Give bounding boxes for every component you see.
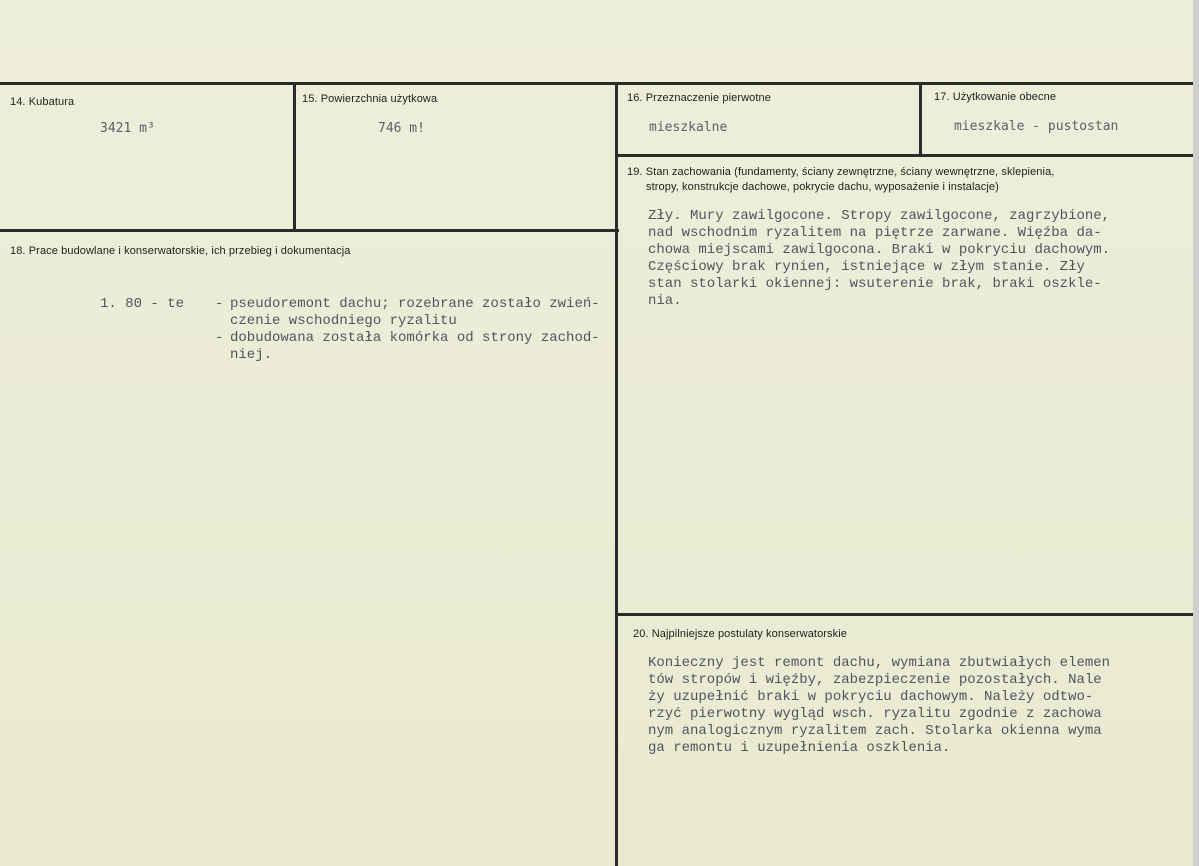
powierzchnia-value: 746 m! — [378, 121, 425, 136]
postulaty-line: rzyć pierwotny wygląd wsch. ryzalitu zgodnie z zachowa — [648, 706, 1102, 722]
postulaty-line: ga remontu i uzupełnienia oszklenia. — [648, 740, 951, 756]
prace-label: 18. Prace budowlane i konserwatorskie, ich przebieg i dokumentacja — [10, 245, 351, 257]
prace-entry-text: dobudowana została komórka od strony zachod- niej. — [230, 330, 600, 363]
postulaty-line: Konieczny jest remont dachu, wymiana zbutwiałych elemen — [648, 655, 1111, 671]
stan-text — [648, 208, 1110, 310]
stan-line: chowa miejscami zawilgocona. Braki w pokryciu dachowym. — [648, 242, 1111, 258]
stan-line: Częściowy brak rynien, istniejące w złym stanie. Zły — [648, 259, 1085, 275]
prace-entry-text: pseudoremont dachu; rozebrane zostało zwień- czenie wschodniego ryzalitu — [230, 296, 600, 329]
stan-label-line2: stropy, konstrukcje dachowe, pokrycie dachu, wyposażenie i instalacje) — [646, 181, 999, 193]
prace-entry-number: 1. 80 - te — [100, 296, 185, 312]
stan-label-line1: 19. Stan zachowania (fundamenty, ściany zewnętrzne, ściany wewnętrzne, sklepienia, — [627, 166, 1055, 178]
prace-entries — [100, 296, 600, 364]
stan-line: stan stolarki okiennej: wsuterenie brak, braki oszkle- — [648, 276, 1102, 292]
postulaty-label: 20. Najpilniejsze postulaty konserwatorskie — [633, 628, 848, 640]
prace-entry — [100, 330, 600, 364]
prace-entry-dash: - — [215, 330, 224, 346]
divider-col-b — [615, 82, 618, 866]
stan-line: nia. — [648, 293, 682, 309]
przeznaczenie-value: mieszkalne — [649, 120, 728, 135]
divider-top — [0, 82, 1193, 85]
kubatura-value: 3421 m³ — [100, 121, 155, 136]
prace-entry — [100, 296, 600, 330]
card-edge — [1193, 0, 1199, 866]
postulaty-line: tów stropów i więźby, zabezpieczenie pozostałych. Nale — [648, 672, 1102, 688]
uzytkowanie-value: mieszkale - pustostan — [954, 119, 1119, 134]
przeznaczenie-label: 16. Przeznaczenie pierwotne — [627, 92, 771, 104]
divider-col-a — [293, 82, 296, 232]
divider-row1-right — [617, 154, 1193, 157]
postulaty-line: nym analogicznym ryzalitem zach. Stolarka okienna wyma — [648, 723, 1102, 739]
kubatura-label: 14. Kubatura — [10, 96, 75, 108]
prace-entry-number — [100, 330, 215, 364]
stan-line: nad wschodnim ryzalitem na piętrze zarwane. Więźba da- — [648, 225, 1102, 241]
powierzchnia-label: 15. Powierzchnia użytkowa — [302, 93, 438, 105]
postulaty-text — [648, 655, 1110, 757]
uzytkowanie-label: 17. Użytkowanie obecne — [934, 91, 1057, 103]
prace-entry-dash: - — [215, 296, 224, 312]
stan-line: Zły. Mury zawilgocone. Stropy zawilgocone, zagrzybione, — [648, 208, 1111, 224]
postulaty-line: ży uzupełnić braki w pokryciu dachowym. Należy odtwo- — [648, 689, 1094, 705]
divider-col-c — [919, 82, 922, 157]
divider-row1-left — [0, 229, 619, 232]
divider-row3-right — [617, 613, 1193, 616]
